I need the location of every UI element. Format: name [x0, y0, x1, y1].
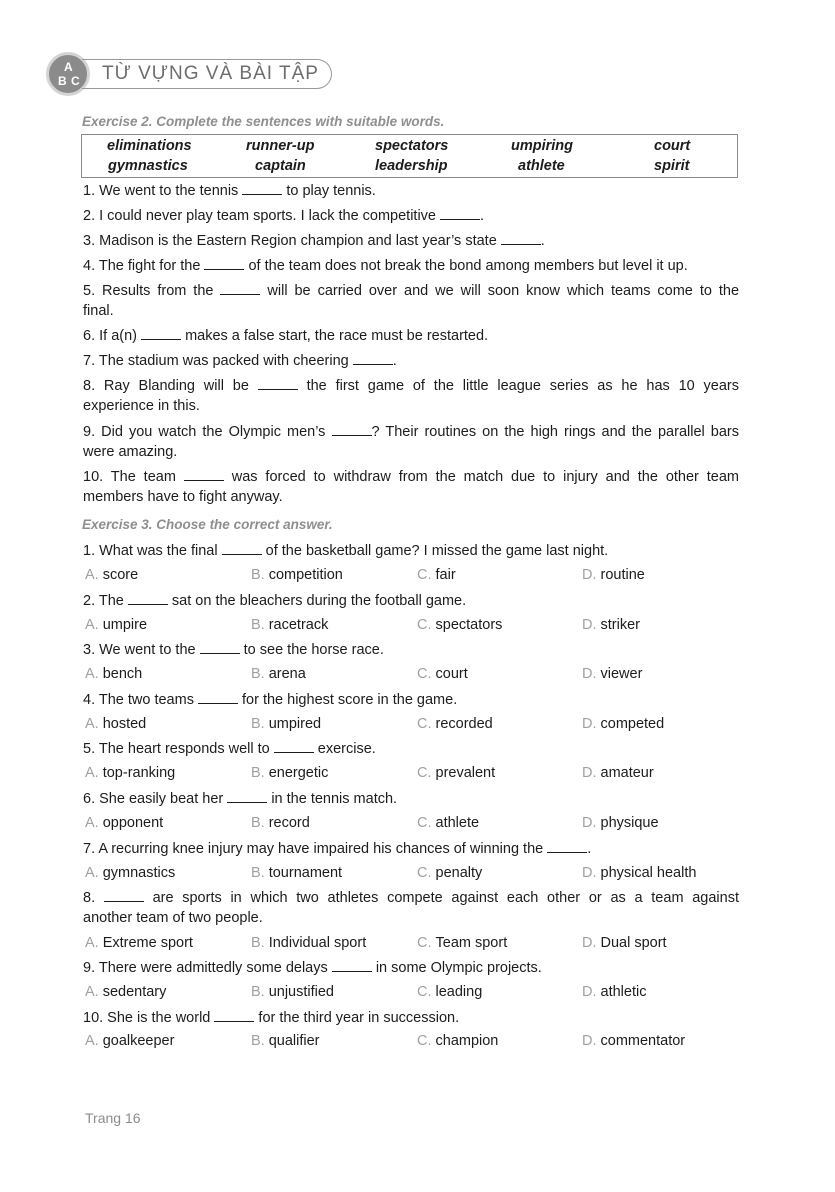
word-bank-item: eliminations — [107, 138, 192, 154]
sentence-9 — [83, 423, 739, 440]
sentence-7 — [83, 352, 397, 369]
option-d[interactable]: D. athletic — [582, 984, 647, 1000]
sentence-3 — [83, 232, 545, 249]
answer-blank[interactable] — [128, 592, 168, 605]
option-b[interactable]: B. racetrack — [251, 617, 329, 633]
option-a[interactable]: A. opponent — [85, 815, 164, 831]
sentence-text: 8. Ray Blanding will be — [83, 378, 249, 394]
option-c[interactable]: C. athlete — [417, 815, 480, 831]
word-bank-item: court — [654, 138, 691, 154]
answer-blank[interactable] — [200, 641, 240, 654]
option-d[interactable]: D. competed — [582, 716, 665, 732]
word-bank-item: gymnastics — [108, 158, 188, 174]
answer-blank[interactable] — [501, 232, 541, 245]
answer-blank[interactable] — [141, 327, 181, 340]
option-b[interactable]: B. arena — [251, 666, 306, 682]
question-text: in some Olympic projects. — [375, 960, 542, 976]
question-2 — [83, 592, 466, 609]
option-c[interactable]: C. spectators — [417, 617, 503, 633]
question-5 — [83, 740, 376, 757]
option-a[interactable]: A. umpire — [85, 617, 148, 633]
option-d[interactable]: D. viewer — [582, 666, 643, 682]
option-b[interactable]: B. record — [251, 815, 310, 831]
answer-blank[interactable] — [222, 542, 262, 555]
question-text: 3. We went to the — [83, 642, 196, 658]
option-d[interactable]: D. amateur — [582, 765, 654, 781]
sentence-text: 1. We went to the tennis — [83, 183, 239, 199]
option-b[interactable]: B. energetic — [251, 765, 329, 781]
sentence-text: 4. The fight for the — [83, 258, 201, 274]
answer-blank[interactable] — [258, 377, 298, 390]
logo-letter-c: C — [71, 74, 80, 88]
option-c[interactable]: C. prevalent — [417, 765, 496, 781]
word-bank — [81, 134, 738, 178]
option-d[interactable]: D. Dual sport — [582, 935, 667, 951]
sentence-text: 10. The team — [83, 469, 176, 485]
sentence-text: 7. The stadium was packed with cheering — [83, 353, 349, 369]
sentence-5 — [83, 282, 739, 299]
answer-blank[interactable] — [353, 352, 393, 365]
sentence-8-cont: experience in this. — [83, 398, 200, 414]
exercise-2-title: Exercise 2. Complete the sentences with suitable words. — [82, 114, 445, 129]
option-d[interactable]: D. routine — [582, 567, 645, 583]
answer-blank[interactable] — [214, 1009, 254, 1022]
sentence-text: 2. I could never play team sports. I lack the competitive — [83, 208, 436, 224]
sentence-10-cont: members have to fight anyway. — [83, 489, 283, 505]
sentence-4 — [83, 257, 688, 274]
answer-blank[interactable] — [440, 207, 480, 220]
sentence-text: 6. If a(n) — [83, 328, 137, 344]
option-a[interactable]: A. Extreme sport — [85, 935, 193, 951]
answer-blank[interactable] — [274, 740, 314, 753]
option-a[interactable]: A. hosted — [85, 716, 147, 732]
option-d[interactable]: D. physique — [582, 815, 659, 831]
option-d[interactable]: D. commentator — [582, 1033, 686, 1049]
word-bank-item: spectators — [375, 138, 449, 154]
answer-blank[interactable] — [104, 889, 144, 902]
question-1 — [83, 542, 608, 559]
section-header — [46, 52, 336, 96]
option-a[interactable]: A. bench — [85, 666, 143, 682]
sentence-10 — [83, 468, 739, 485]
sentence-2 — [83, 207, 484, 224]
sentence-8 — [83, 377, 739, 394]
question-6 — [83, 790, 397, 807]
sentence-1 — [83, 182, 376, 199]
option-a[interactable]: A. score — [85, 567, 139, 583]
question-7 — [83, 840, 591, 857]
question-8 — [83, 889, 739, 906]
option-b[interactable]: B. unjustified — [251, 984, 334, 1000]
sentence-text: 9. Did you watch the Olympic men’s — [83, 424, 326, 440]
question-9 — [83, 959, 542, 976]
sentence-text: ? Their routines on the high rings and the parallel bars — [371, 424, 740, 440]
word-bank-item: captain — [255, 158, 306, 174]
option-c[interactable]: C. court — [417, 666, 468, 682]
exercise-3-title: Exercise 3. Choose the correct answer. — [82, 517, 333, 532]
answer-blank[interactable] — [332, 959, 372, 972]
option-a[interactable]: A. gymnastics — [85, 865, 176, 881]
question-text: for the third year in succession. — [258, 1010, 460, 1026]
sentence-text: . — [540, 233, 545, 249]
question-text: 7. A recurring knee injury may have impaired his chances of winning the — [83, 841, 544, 857]
option-c[interactable]: C. penalty — [417, 865, 483, 881]
question-text: sat on the bleachers during the football game. — [171, 593, 467, 609]
sentence-text: . — [392, 353, 397, 369]
sentence-text: will be carried over and we will soon know which teams come to the — [267, 283, 740, 299]
question-text: exercise. — [317, 741, 376, 757]
option-a[interactable]: A. goalkeeper — [85, 1033, 175, 1049]
question-text: in the tennis match. — [271, 791, 398, 807]
question-text: for the highest score in the game. — [242, 692, 458, 708]
option-b[interactable]: B. umpired — [251, 716, 322, 732]
sentence-text: was forced to withdraw from the match due to injury and the other team — [231, 469, 740, 485]
question-4 — [83, 691, 457, 708]
sentence-9-cont: were amazing. — [83, 444, 178, 460]
option-b[interactable]: B. tournament — [251, 865, 343, 881]
question-text: 2. The — [83, 593, 124, 609]
option-a[interactable]: A. sedentary — [85, 984, 167, 1000]
sentence-5-cont: final. — [83, 303, 114, 319]
answer-blank[interactable] — [332, 423, 372, 436]
option-b[interactable]: B. qualifier — [251, 1033, 320, 1049]
question-3 — [83, 641, 384, 658]
sentence-text: 5. Results from the — [83, 283, 214, 299]
word-bank-item: athlete — [518, 158, 565, 174]
logo-letter-b: B — [58, 74, 67, 88]
option-c[interactable]: C. leading — [417, 984, 483, 1000]
question-text: to see the horse race. — [243, 642, 384, 658]
question-text: 4. The two teams — [83, 692, 194, 708]
question-text: . — [587, 841, 592, 857]
question-text: 6. She easily beat her — [83, 791, 224, 807]
question-10 — [83, 1009, 459, 1026]
question-text: 9. There were admittedly some delays — [83, 960, 328, 976]
answer-blank[interactable] — [220, 282, 260, 295]
word-bank-item: runner-up — [246, 138, 315, 154]
question-text: are sports in which two athletes compete against each other or as a team against — [152, 890, 740, 906]
page-number: Trang 16 — [85, 1110, 141, 1126]
answer-blank[interactable] — [227, 790, 267, 803]
answer-blank[interactable] — [204, 257, 244, 270]
header-title: TỪ VỰNG VÀ BÀI TẬP — [102, 63, 319, 84]
option-b[interactable]: B. Individual sport — [251, 935, 367, 951]
logo-letter-a: A — [64, 60, 73, 74]
option-a[interactable]: A. top-ranking — [85, 765, 176, 781]
option-d[interactable]: D. striker — [582, 617, 640, 633]
option-c[interactable]: C. Team sport — [417, 935, 508, 951]
option-c[interactable]: C. recorded — [417, 716, 493, 732]
word-bank-item: leadership — [375, 158, 448, 174]
question-text: 1. What was the final — [83, 543, 218, 559]
option-c[interactable]: C. fair — [417, 567, 456, 583]
question-8-cont: another team of two people. — [83, 910, 263, 926]
answer-blank[interactable] — [198, 691, 238, 704]
answer-blank[interactable] — [547, 840, 587, 853]
question-text: 5. The heart responds well to — [83, 741, 270, 757]
question-text: 8. — [83, 890, 96, 906]
question-text: 10. She is the world — [83, 1010, 211, 1026]
option-c[interactable]: C. champion — [417, 1033, 499, 1049]
option-b[interactable]: B. competition — [251, 567, 343, 583]
sentence-text: makes a false start, the race must be restarted. — [185, 328, 489, 344]
question-text: of the basketball game? I missed the game last night. — [265, 543, 609, 559]
answer-blank[interactable] — [242, 182, 282, 195]
sentence-6 — [83, 327, 488, 344]
word-bank-item: umpiring — [511, 138, 574, 154]
word-bank-item: spirit — [654, 158, 690, 174]
answer-blank[interactable] — [184, 468, 224, 481]
sentence-text: to play tennis. — [286, 183, 376, 199]
option-d[interactable]: D. physical health — [582, 865, 697, 881]
sentence-text: 3. Madison is the Eastern Region champion and last year’s state — [83, 233, 497, 249]
sentence-text: the first game of the little league series as he has 10 years — [306, 378, 740, 394]
sentence-text: of the team does not break the bond among members but level it up. — [248, 258, 688, 274]
sentence-text: . — [480, 208, 485, 224]
